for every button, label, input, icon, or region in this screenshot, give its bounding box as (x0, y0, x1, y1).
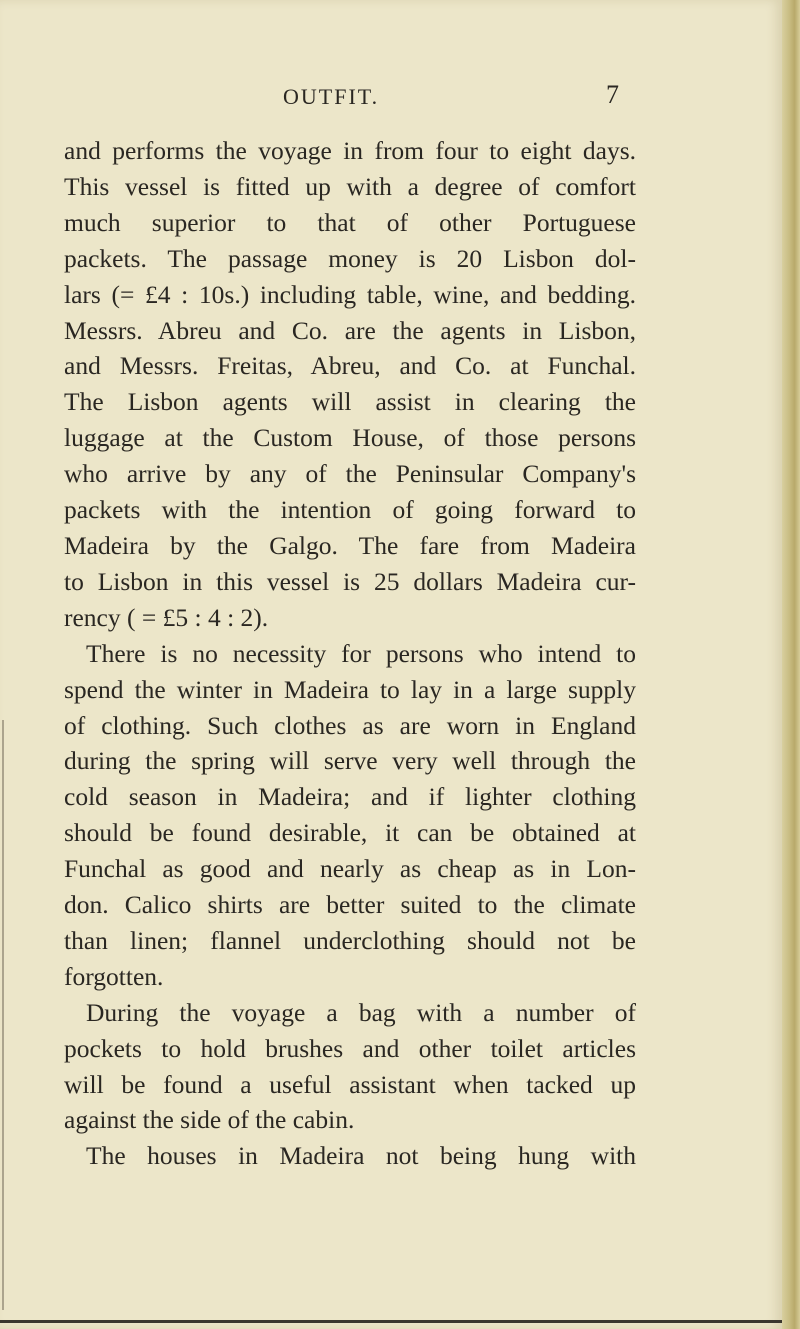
text-line: during the spring will serve very well through the (64, 746, 636, 776)
text-line: should be found desirable, it can be obtained at (64, 818, 636, 848)
text-line: don. Calico shirts are better suited to the climate (64, 890, 636, 920)
text-line: During the voyage a bag with a number of (86, 997, 636, 1027)
text-line: cold season in Madeira; and if lighter clothing (64, 782, 636, 812)
page-edge (782, 0, 800, 1329)
text-line: Messrs. Abreu and Co. are the agents in Lisbon, (64, 315, 636, 345)
left-margin-rule (2, 720, 4, 1310)
text-line: and performs the voyage in from four to eight days. (64, 136, 636, 165)
text-line: rency ( = £5 : 4 : 2). (64, 602, 269, 632)
text-line: The houses in Madeira not being hung with (86, 1141, 636, 1171)
running-title: OUTFIT. (283, 84, 380, 109)
bottom-border-rule (0, 1320, 782, 1323)
text-line: The Lisbon agents will assist in clearing the (64, 387, 636, 417)
text-line: than linen; flannel underclothing should not be (64, 925, 636, 955)
text-line: packets. The passage money is 20 Lisbon dol- (64, 243, 636, 273)
text-line: forgotten. (64, 961, 164, 991)
text-line: luggage at the Custom House, of those persons (64, 423, 636, 453)
text-line: of clothing. Such clothes as are worn in England (64, 710, 636, 740)
text-line: pockets to hold brushes and other toilet articles (64, 1033, 636, 1063)
page-header (0, 80, 782, 116)
text-line: to Lisbon in this vessel is 25 dollars Madeira cur- (64, 566, 636, 596)
text-line: much superior to that of other Portuguese (64, 207, 636, 237)
text-line: and Messrs. Freitas, Abreu, and Co. at Funchal. (64, 351, 636, 381)
text-line: spend the winter in Madeira to lay in a large supply (64, 674, 636, 704)
text-line: who arrive by any of the Peninsular Company's (64, 459, 636, 489)
page-number: 7 (606, 80, 619, 109)
text-line: lars (= £4 : 10s.) including table, wine, and bedding. (64, 279, 636, 309)
body-text (64, 133, 636, 1174)
text-line: will be found a useful assistant when tacked up (64, 1069, 636, 1099)
text-line: There is no necessity for persons who intend to (86, 638, 636, 668)
text-line: This vessel is fitted up with a degree of comfort (64, 171, 636, 201)
text-line: packets with the intention of going forward to (64, 495, 636, 525)
text-line: Madeira by the Galgo. The fare from Madeira (64, 530, 636, 560)
text-line: Funchal as good and nearly as cheap as in Lon- (64, 854, 636, 884)
text-line: against the side of the cabin. (64, 1105, 355, 1135)
